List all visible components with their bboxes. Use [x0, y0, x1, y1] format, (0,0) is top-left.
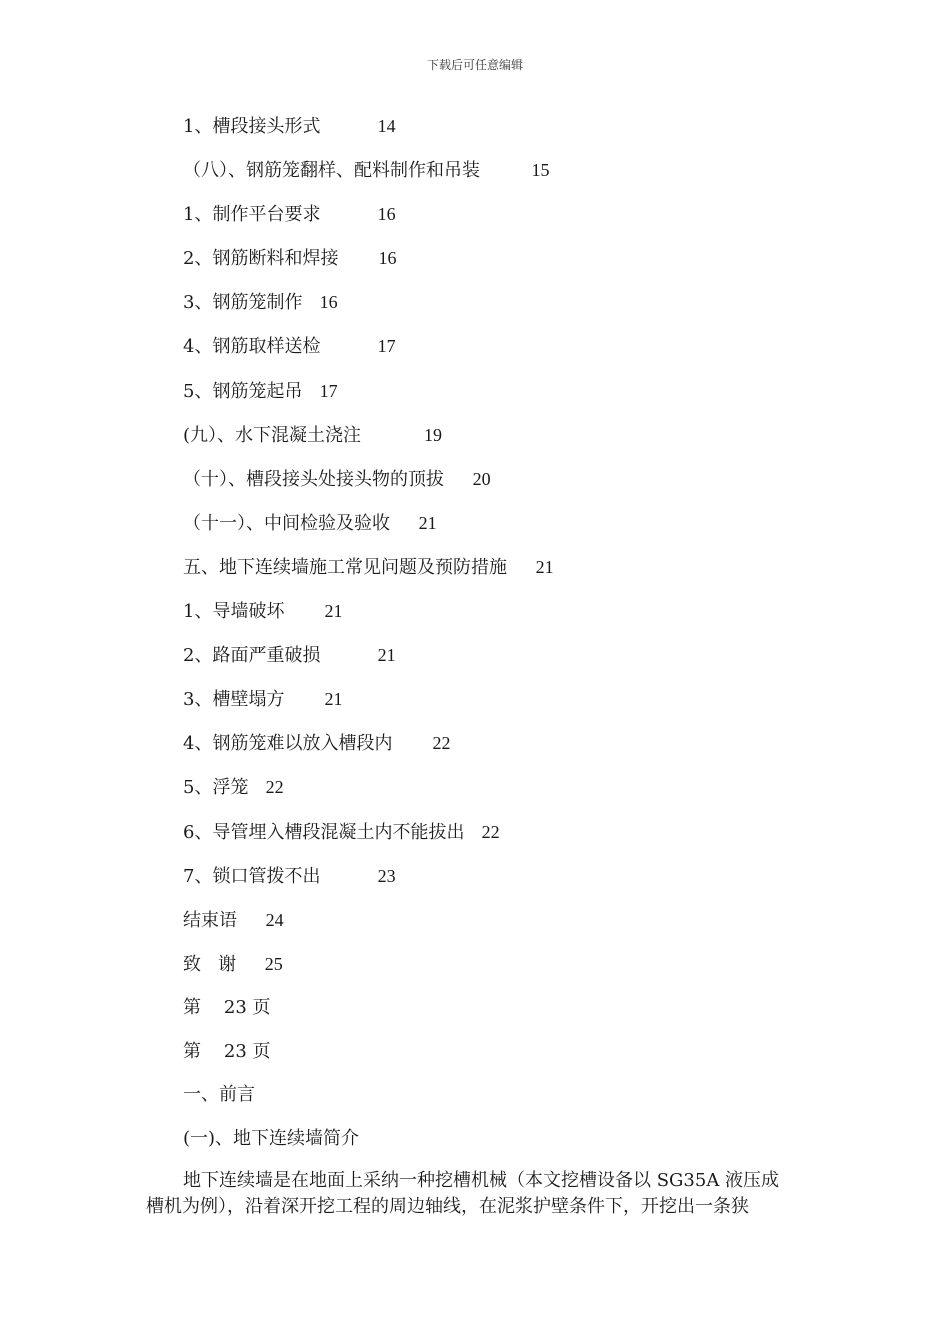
toc-entry: 2、钢筋断料和焊接 16 — [183, 248, 397, 270]
section-heading: 一、前言 — [183, 1084, 255, 1105]
toc-entry: 2、路面严重破损 21 — [183, 645, 396, 667]
toc-entry: 3、槽壁塌方 21 — [183, 689, 343, 711]
toc-entry: （十一）、中间检验及验收 21 — [183, 512, 437, 534]
toc-entry: 3、钢筋笼制作 16 — [183, 292, 338, 314]
toc-entry: （十）、槽段接头处接头物的顶拔 20 — [183, 468, 491, 490]
section-headings — [183, 1081, 823, 1169]
toc-entry: 4、钢筋取样送检 17 — [183, 336, 396, 358]
paragraph-line: 地下连续墙是在地面上采纳一种挖槽机械（本文挖槽设备以 SG35A 液压成 — [183, 1170, 780, 1191]
page-header: 下载后可任意编辑 — [426, 58, 523, 72]
section-subheading: (一)、地下连续墙简介 — [183, 1128, 360, 1149]
toc-entry: 5、浮笼 22 — [183, 777, 284, 799]
paragraph-line: 槽机为例），沿着深开挖工程的周边轴线，在泥浆护壁条件下，开挖出一条狭 — [146, 1196, 749, 1217]
page-marker: 第 23 页 — [183, 996, 271, 1018]
toc-entry: 6、导管埋入槽段混凝土内不能拔出 22 — [183, 821, 500, 843]
toc-entry: 致 谢 25 — [183, 953, 283, 975]
page-marker: 第 23 页 — [183, 1040, 271, 1062]
toc-entry: 4、钢筋笼难以放入槽段内 22 — [183, 733, 451, 755]
toc-entry: （八）、钢筋笼翻样、配料制作和吊装 15 — [183, 160, 550, 182]
toc-entry: 7、锁口管拨不出 23 — [183, 865, 396, 887]
toc-entry: 结束语 24 — [183, 909, 284, 931]
toc-entry: 1、导墙破坏 21 — [183, 601, 343, 623]
toc-entry: 五、地下连续墙施工常见问题及预防措施 21 — [183, 556, 554, 578]
intro-paragraph — [146, 1168, 816, 1220]
toc-entry: 1、槽段接头形式 14 — [183, 116, 396, 137]
table-of-contents — [183, 112, 823, 1082]
toc-entry: 5、钢筋笼起吊 17 — [183, 380, 338, 402]
toc-entry: 1、制作平台要求 16 — [183, 204, 396, 226]
toc-entry: (九）、水下混凝土浇注 19 — [183, 424, 442, 446]
